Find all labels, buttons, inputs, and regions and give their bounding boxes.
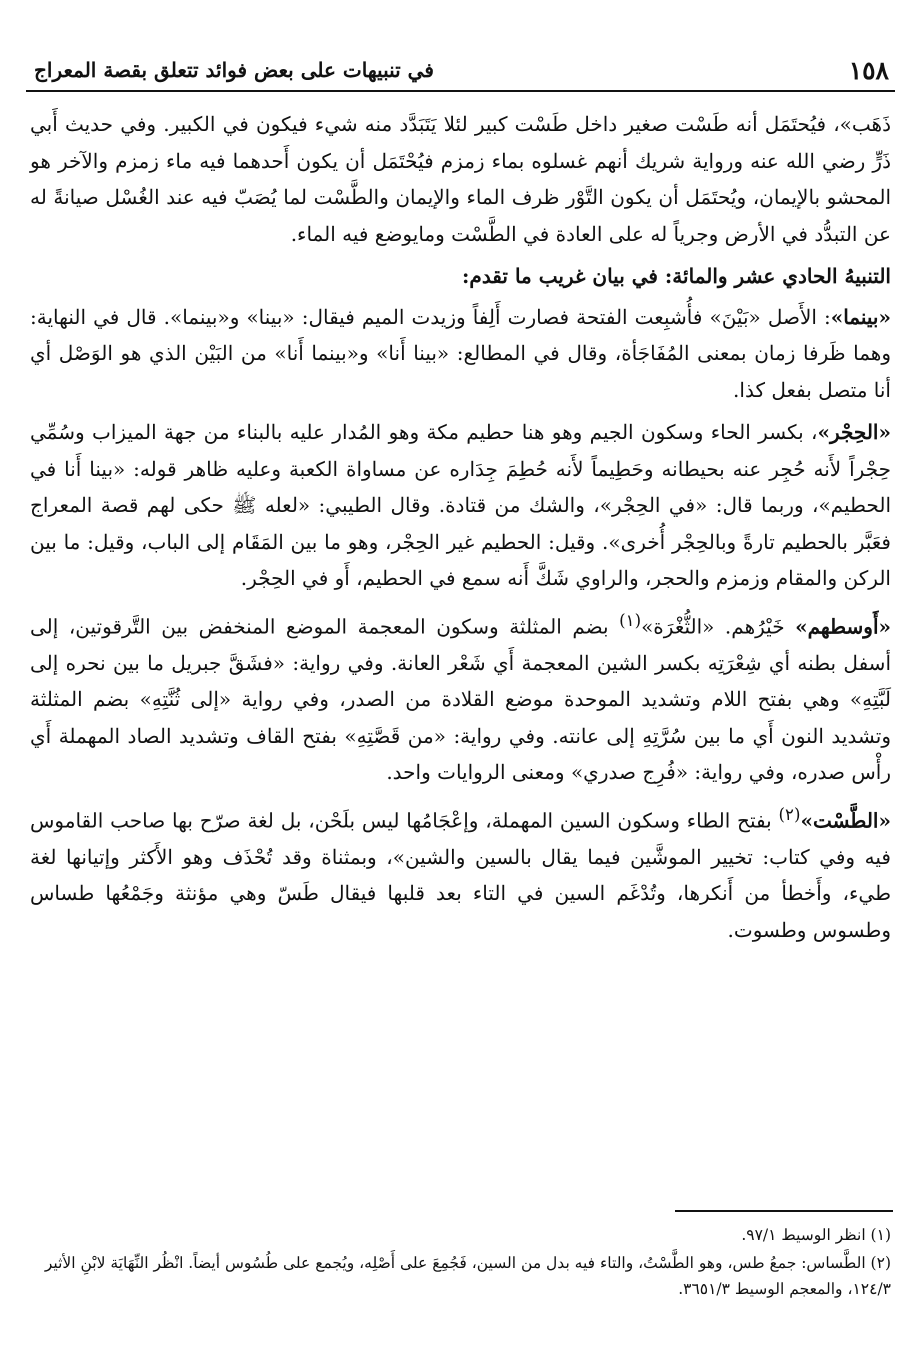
running-title: في تنبيهات على بعض فوائد تتعلق بقصة المعراج — [34, 58, 434, 82]
page-header — [26, 50, 895, 92]
paragraph-text: بفتح الطاء وسكون السين المهملة، وإعْجَامُها ليس بلَحْن، بل لغة صرّح بها صاحب القاموس فيه وفي كتاب: تخيير الموشَّين فيما يقال بالسين والشين»، وبمثناة وقد تُحْذَف وهو الأَكثر وإتيانها لغة طيء، وأَخطأ من أَنكرها، وتُدْغَم السين في التاء بعد قلبها فيقال طَسّ وهي مؤنثة وجَمْعُها طساس وطسوس وطسوت. — [30, 808, 891, 942]
paragraph-tast-continuation — [30, 106, 891, 252]
paragraph-tast — [30, 797, 891, 949]
term-awsatuhum: «أَوسطهم» — [795, 614, 892, 639]
footnote-divider — [675, 1210, 893, 1212]
term-tast: «الطَّسْت» — [800, 808, 891, 833]
footnote-1: (١) انظر الوسيط ٩٧/١. — [741, 1226, 891, 1244]
paragraph-text: ، بكسر الحاء وسكون الجيم وهو هنا حطيم مكة وهو المُدار عليه بالبناء من جهة الميزاب وسُمِّي حِجْراً لأَنه حُجِر عنه بحيطانه وحَطِيماً لأَنه حُطِمَ جِدَاره عن مساواة الكعبة وعليه ظاهر قوله: «بينا أَنا في الحطيم»، وربما قال: «في الحِجْر»، والشك من قتادة. وقال الطيبي: «لعله ﷺ حكى لهم قصة المعراج فعَبَّر بالحطيم تارةً وبالحِجْر أُخرى». وقيل: الحطيم غير الحِجْر، وهو ما بين المَقَام إلى الباب، وقيل: ما بين الركن والمقام وزمزم والحجر، والراوي شَكَّ أَنه سمع في الحطيم، أَو في الحِجْر. — [30, 420, 891, 590]
paragraph-awsatuhum — [30, 603, 891, 791]
paragraph-text: : الأَصل «بَيْنَ» فأُشبِعت الفتحة فصارت أَلِفاً وزيدت الميم فيقال: «بينا» و«بينما». قال في النهاية: وهما ظَرفا زمان بمعنى المُفَاجَأة، وقال في المطالع: «بينا أَنا» و«بينما أَنا» من البَيْن الذي هو الوَصْل أي أنا متصل بفعل كذا. — [30, 304, 891, 402]
paragraph-text: ذَهَب»، فيُحتَمَل أنه طَسْت صغير داخل طَسْت كبير لئلا يَتَبَدَّد منه شيء فيكون في الكبير. وفي حديث أَبي ذَرٍّ رضي الله عنه ورواية شريك أنهم غسلوه بماء زمزم فيُحْتَمَل أن يكون أَحدهما فيه ماء زمزم والآخر هو المحشو بالإيمان، ويُحتَمَل أن يكون التَّوْر ظرف الماء والإيمان والطَّسْت لما يُصَبّ فيه عند الغُسْل صيانةً له عن التبدُّد في الأرض وجرياً له على العادة في الطَّسْت ومايوضع فيه الماء. — [30, 112, 891, 246]
paragraph-hijr — [30, 414, 891, 597]
footnote-ref-1: (١) — [619, 610, 642, 630]
footnote-ref-2: (٢) — [778, 804, 801, 824]
page-body — [30, 106, 891, 954]
footnotes — [30, 1222, 891, 1304]
page-number: ١٥٨ — [848, 55, 889, 85]
term-baynama: «بينما» — [830, 304, 891, 329]
paragraph-baynama — [30, 299, 891, 409]
section-heading: التنبيهُ الحادي عشر والمائة: في بيان غريب ما تقدم: — [462, 264, 891, 288]
footnote-2: (٢) الطَّساس: جمعُ طس، وهو الطَّسْتُ، والتاء فيه بدل من السين، فَجُمِعَ على أَصْلِه، ويُجمع على طُسُوس أيضاً. انْظُر النِّهَايَة لابْنِ الأثير ١٢٤/٣، والمعجم الوسيط ٣٦٥١/٣. — [44, 1254, 891, 1298]
paragraph-text: بضم المثلثة وسكون المعجمة الموضع المنخفض بين التَّرقوتين، إلى أسفل بطنه أي شِعْرَتِه بكسر الشين المعجمة أَي شَعْر العانة. وفي رواية: «فشَقَّ جبريل ما بين نحره إلى لَبَّتِهِ» وهي بفتح اللام وتشديد الموحدة موضع القلادة من الصدر، وفي رواية «إلى ثُنَّتِهِ» بضم المثلثة وتشديد النون أَي ما بين سُرَّتِهِ إلى عانته. وفي رواية: «من قَصَّتِهِ» بفتح القاف وتشديد الصاد المهملة أَي رأْس صدره، وفي رواية: «فُرِج صدري» ومعنى الروايات واحد. — [30, 614, 891, 785]
paragraph-text: خَيْرُهم. «الثُّغْرَة» — [641, 614, 796, 639]
term-hijr: «الحِجْر» — [817, 420, 891, 444]
